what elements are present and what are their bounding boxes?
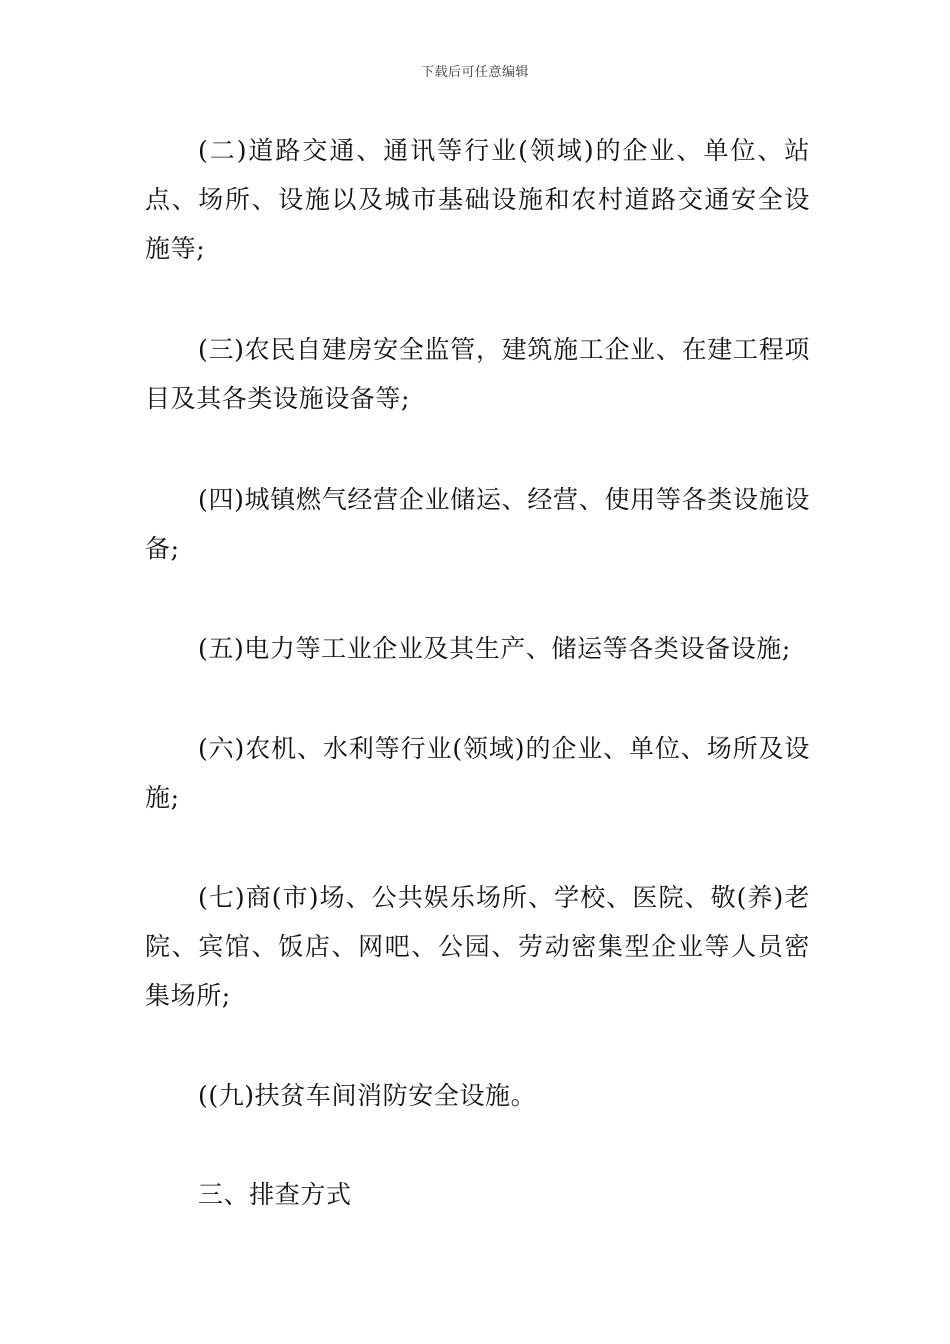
paragraph-item-5: (五)电力等工业企业及其生产、储运等各类设备设施; [198, 634, 791, 663]
paragraph-item-2: (二)道路交通、通讯等行业(领域)的企业、单位、站点、场所、设施以及城市基础设施和农村道路交通安全设施等; [145, 136, 810, 263]
paragraph-item-3: (三)农民自建房安全监管，建筑施工企业、在建工程项目及其各类设施设备等; [145, 335, 810, 413]
paragraph-item-6: (六)农机、水利等行业(领域)的企业、单位、场所及设施; [145, 734, 810, 812]
header-note: 下载后可任意编辑 [420, 65, 529, 80]
paragraph-item-4: (四)城镇燃气经营企业储运、经营、使用等各类设施设备; [145, 485, 810, 563]
paragraph-item-7: (七)商(市)场、公共娱乐场所、学校、医院、敬(养)老院、宾馆、饭店、网吧、公园、劳动密集型企业等人员密集场所; [145, 883, 810, 1010]
section-heading: 三、排查方式 [198, 1180, 352, 1209]
paragraph-item-9: ((九)扶贫车间消防安全设施。 [198, 1081, 537, 1110]
